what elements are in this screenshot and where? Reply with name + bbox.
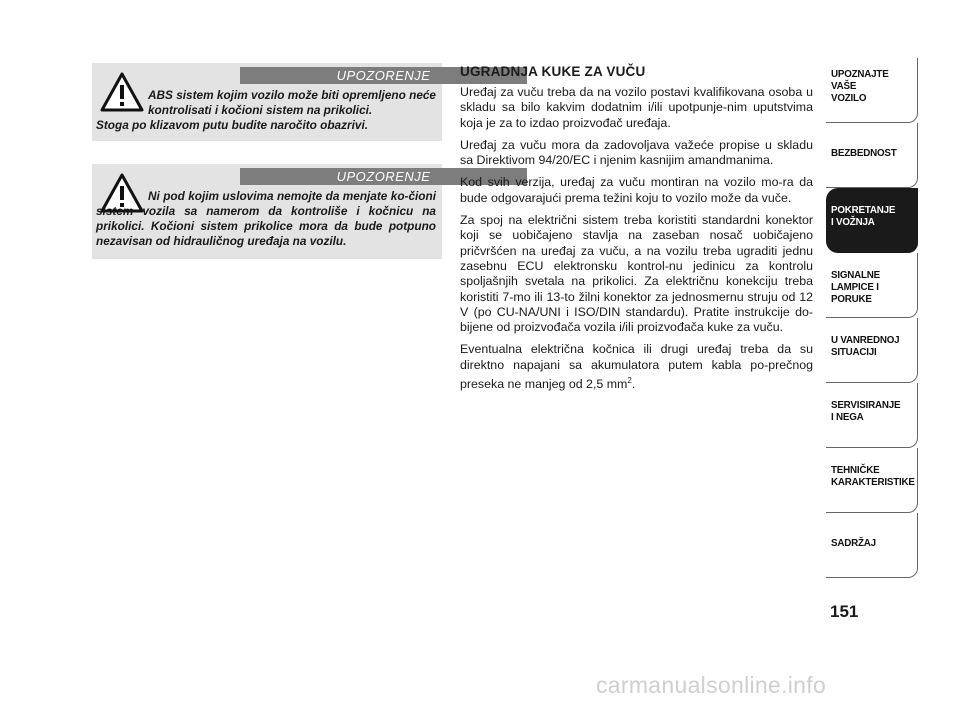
paragraph-end: . (631, 377, 636, 392)
tab-label: SIGNALNE LAMPICE I PORUKE (831, 270, 881, 305)
tab-signalne-lampice[interactable] (826, 253, 918, 318)
warning-box-brakes (92, 164, 442, 259)
tab-label: SADRŽAJ (831, 538, 876, 549)
chapter-tabs (826, 58, 918, 578)
tab-label: UPOZNAJTE VAŠE VOZILO (831, 69, 889, 104)
tab-bezbednost[interactable] (826, 123, 918, 188)
warning-text (96, 189, 436, 249)
tab-label: BEZBEDNOST (831, 148, 897, 159)
page-number: 151 (830, 602, 859, 621)
tab-label: POKRETANJE I VOŽNJA (831, 205, 896, 228)
section-title: UGRADNJA KUKE ZA VUČU (460, 64, 646, 79)
paragraph-last (460, 342, 813, 392)
main-content (460, 64, 813, 399)
tab-sadrzaj[interactable] (826, 513, 918, 578)
tab-label: U VANREDNOJ SITUACIJI (831, 335, 900, 358)
tab-u-vanrednoj-situaciji[interactable] (826, 318, 918, 383)
tab-label: SERVISIRANJE I NEGA (831, 400, 901, 423)
warning-text-line1: ABS sistem kojim vozilo može biti opremljeno neće kontrolisati i kočioni sistem na prikolici. (148, 88, 436, 117)
paragraph: Uređaj za vuču mora da zadovoljava važeće propise u skladu sa Direktivom 94/20/EC i njenim kasnijim amandmanima. (460, 137, 813, 168)
warning-text-line1: Ni pod kojim uslovima nemojte da menjate ko-čioni sistem vozila sa namerom da kontroliše i kočnicu na prikolici. Kočioni sistem prikolice mora da bude potpuno nezavisan od hidrauličnog uređaja na vozilu. (96, 189, 436, 248)
warning-header: UPOZORENJE (240, 67, 527, 84)
warning-text-line2: Stoga po klizavom putu budite naročito obazrivi. (96, 118, 369, 132)
watermark: carmanualsonline.info (596, 672, 827, 698)
tab-pokretanje-i-voznja[interactable] (826, 188, 918, 253)
paragraph-last-text: Eventualna električna kočnica ili drugi uređaj treba da su direktno napajani sa akumulatora putem kabla po-prečnog preseka ne manjeg od 2,5 mm (460, 342, 813, 392)
warning-header: UPOZORENJE (240, 168, 527, 185)
tab-label: TEHNIČKE KARAKTERISTIKE (831, 465, 915, 488)
tab-upoznajte-vase-vozilo[interactable] (826, 58, 918, 123)
tab-servisiranje-i-nega[interactable] (826, 383, 918, 448)
superscript: 2 (627, 376, 632, 386)
paragraph: Uređaj za vuču treba da na vozilo postavi kvalifikovana osoba u skladu sa bilo kakvim dodatnim i/ili upotpunje-nim uputstvima koja je za to izdao proizvođač uređaja. (460, 85, 813, 130)
paragraph: Kod svih verzija, uređaj za vuču montiran na vozilo mo-ra da bude odgovarajući prema težini koju to vozilo može da vuče. (460, 175, 813, 205)
warning-text-continuation (96, 118, 436, 133)
warning-text (96, 88, 436, 118)
warning-box-abs (92, 63, 442, 141)
tab-tehnicke-karakteristike[interactable] (826, 448, 918, 513)
paragraph: Za spoj na električni sistem treba koristiti standardni konektor koji se uobičajeno stavlja na zaseban nosač uobičajeno pričvršćen na uređaj za vuču, a na vozilu treba ugraditi jednu zasebnu ECU elektronsku kontrol-nu jedinicu za kontrolu spoljašnjih svetala na prikolici. Za električnu konekciju treba koristiti 7-mo ili 13-to žilni konektor za jednosmernu struju od 12 V (po CU-NA/UNI i ISO/DIN standardu). Pratite instrukcije do-bijene od proizvođača vozila i/ili proizvođača kuke za vuču. (460, 213, 813, 335)
